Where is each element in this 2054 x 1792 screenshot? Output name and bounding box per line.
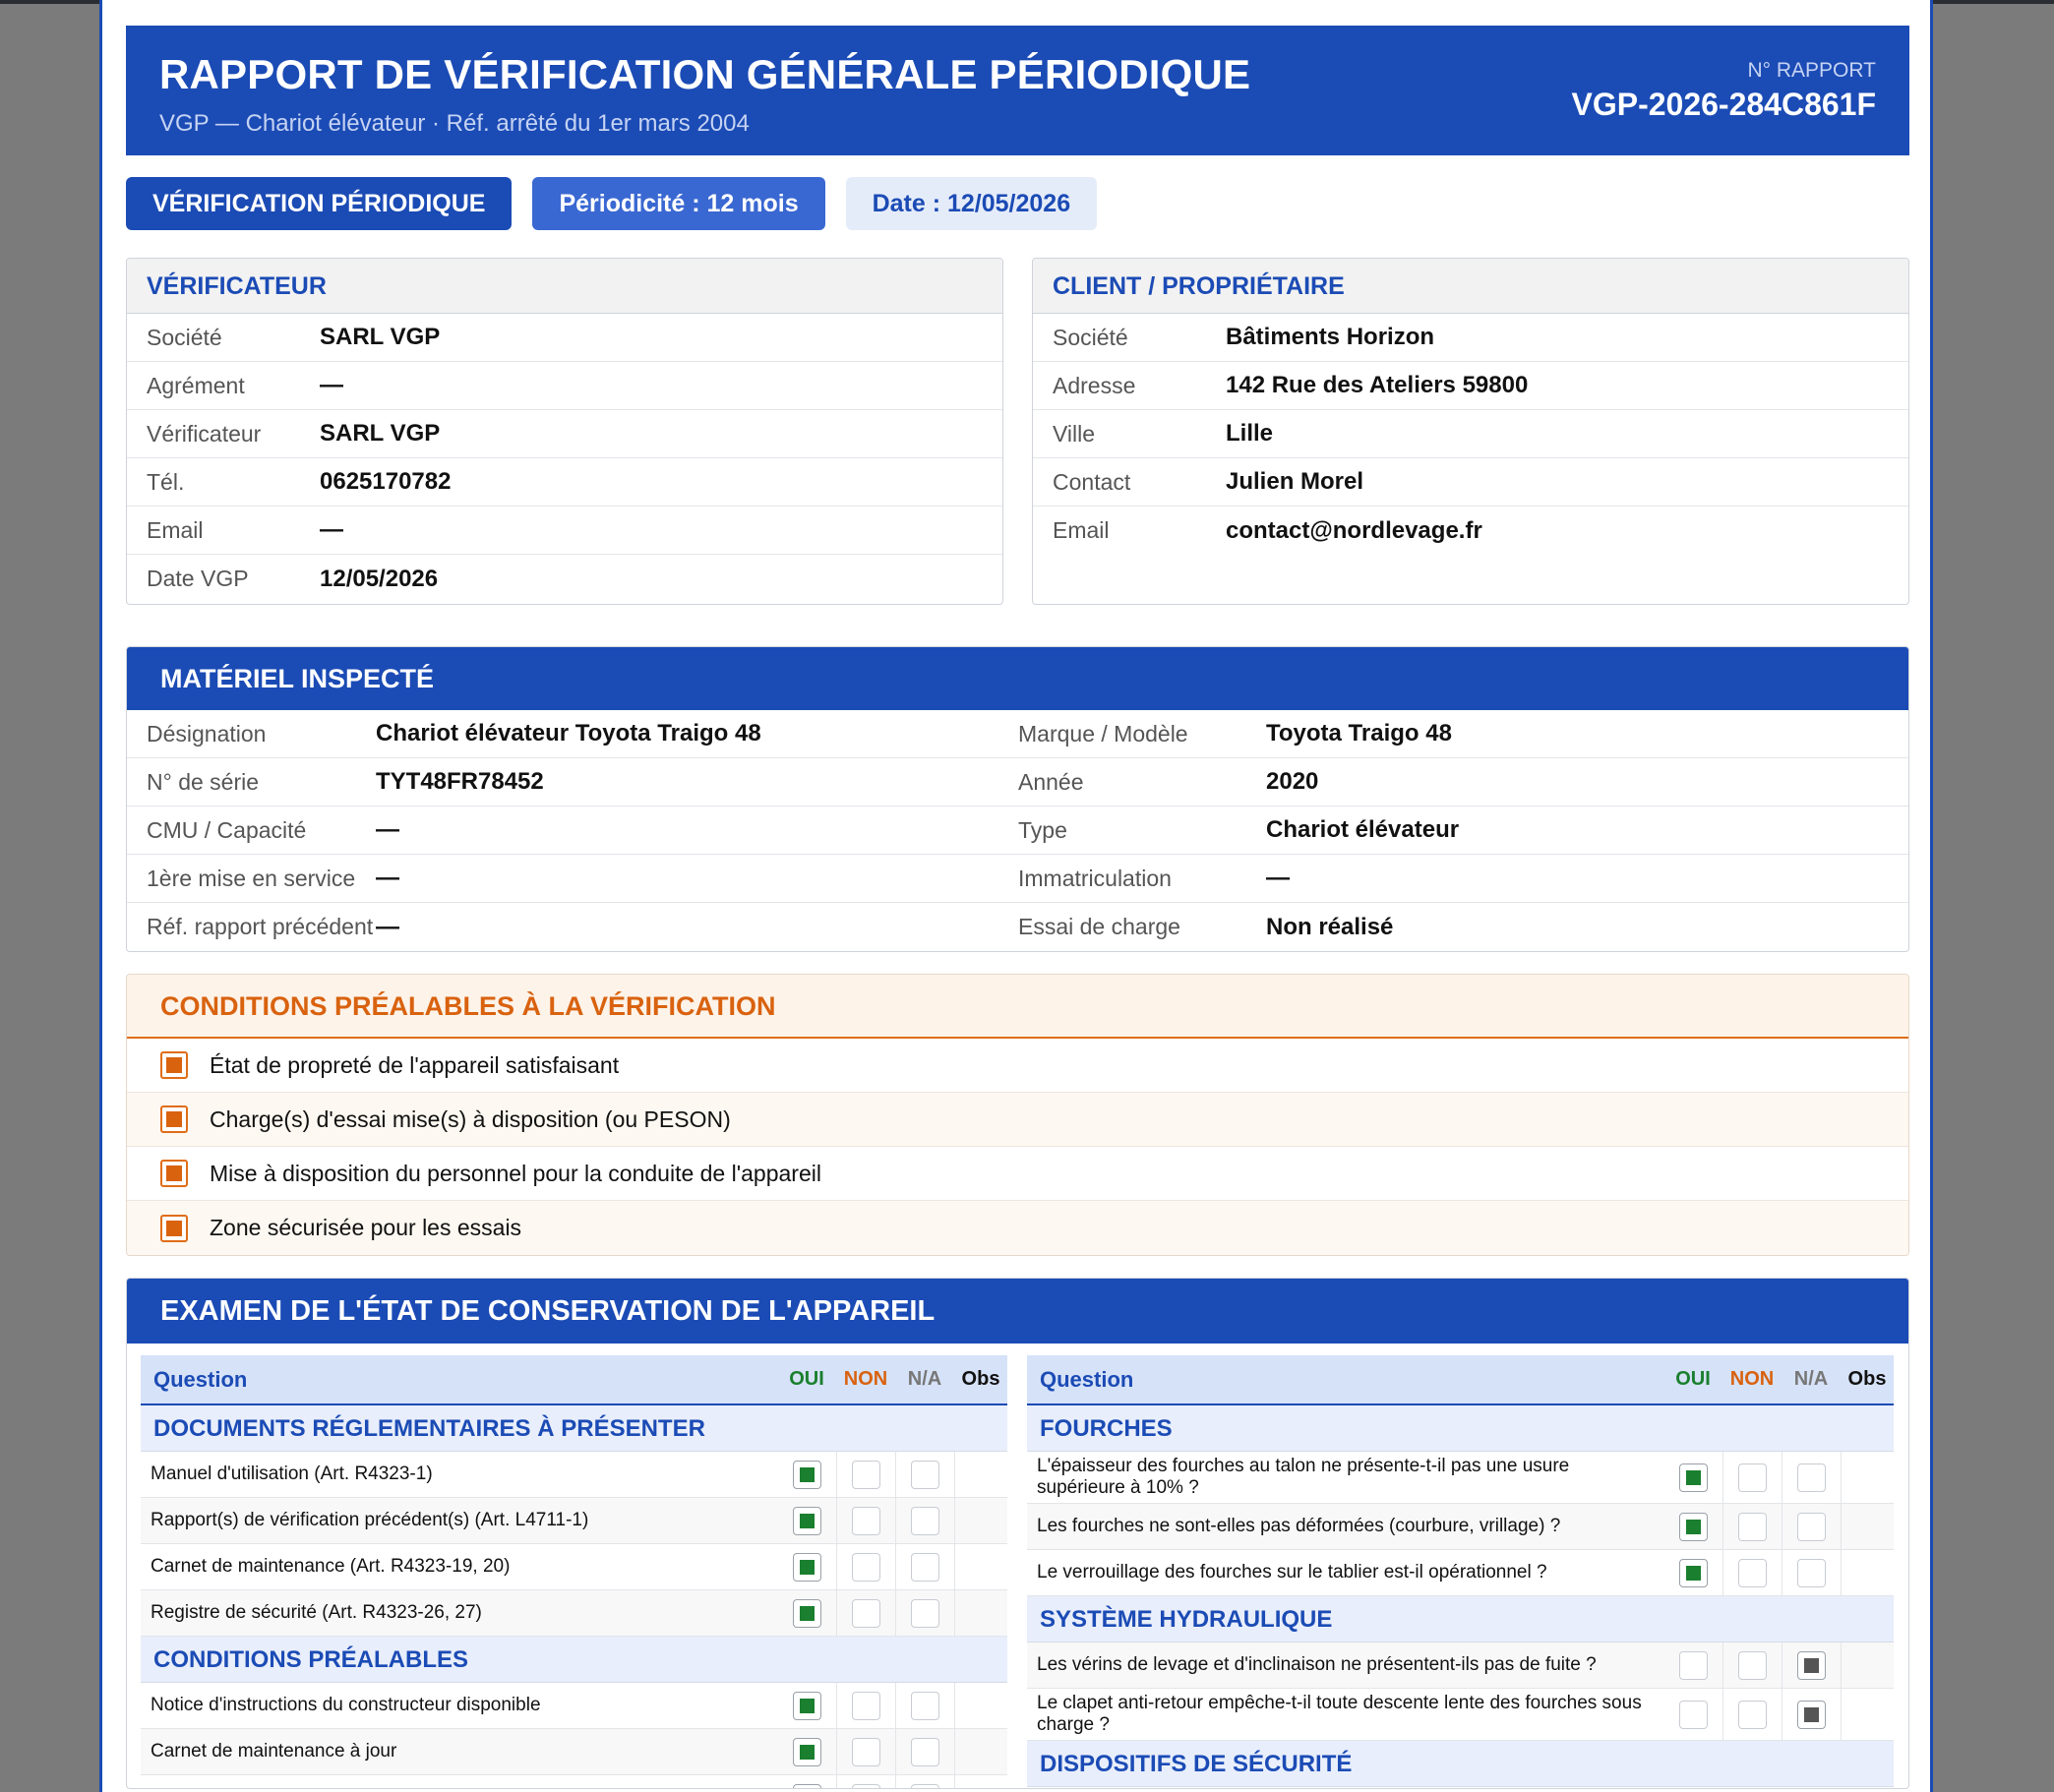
info-value: SARL VGP: [320, 420, 441, 447]
info-row: [1033, 410, 1908, 458]
non-checkbox[interactable]: [852, 1507, 880, 1535]
info-row: [127, 555, 1002, 603]
na-cell: [1782, 1550, 1841, 1595]
oui-checkbox[interactable]: [793, 1599, 821, 1628]
na-cell: [1782, 1643, 1841, 1688]
materiel-label: 1ère mise en service: [147, 865, 356, 891]
question-row: [1027, 1452, 1894, 1504]
checked-mark-icon: [166, 1057, 182, 1073]
non-checkbox[interactable]: [852, 1692, 880, 1720]
na-cell: [895, 1498, 954, 1543]
non-cell: [836, 1498, 895, 1543]
question-row: [141, 1590, 1007, 1637]
non-cell: [836, 1775, 895, 1789]
obs-cell: [954, 1729, 1007, 1774]
non-cell: [836, 1452, 895, 1497]
table-header: [141, 1355, 1007, 1405]
non-cell: [1722, 1452, 1782, 1503]
non-cell: [1722, 1643, 1782, 1688]
question-row: [1027, 1504, 1894, 1550]
oui-cell: [777, 1775, 836, 1789]
question-text: Le verrouillage des fourches sur le tablier est-il opérationnel ?: [1037, 1562, 1547, 1583]
question-text: Les vérins de levage et d'inclinaison ne présentent-ils pas de fuite ?: [1037, 1654, 1597, 1675]
info-value: SARL VGP: [320, 324, 441, 350]
question-row: [141, 1498, 1007, 1544]
examen-left-table: [141, 1355, 1007, 1789]
oui-checkbox[interactable]: [793, 1692, 821, 1720]
verificateur-box: [126, 258, 1003, 605]
checked-mark-icon: [1804, 1658, 1819, 1673]
condition-label: Mise à disposition du personnel pour la conduite de l'appareil: [210, 1160, 821, 1186]
info-value: Lille: [1226, 420, 1274, 447]
materiel-label: Immatriculation: [1018, 865, 1172, 891]
checked-mark-icon: [800, 1699, 815, 1713]
report-title: RAPPORT DE VÉRIFICATION GÉNÉRALE PÉRIODIQUE: [159, 51, 1251, 97]
date-badge: Date : 12/05/2026: [846, 177, 1098, 230]
condition-item[interactable]: [127, 1201, 1908, 1255]
non-checkbox[interactable]: [852, 1599, 880, 1628]
header-obs: Obs: [1847, 1368, 1887, 1390]
oui-checkbox[interactable]: [793, 1738, 821, 1766]
oui-checkbox[interactable]: [1679, 1701, 1708, 1729]
category-heading: FOURCHES: [1027, 1405, 1894, 1452]
obs-cell: [1841, 1643, 1894, 1688]
info-label: Email: [147, 516, 204, 543]
info-row: [127, 362, 1002, 410]
question-row: [1027, 1643, 1894, 1689]
materiel-label: Marque / Modèle: [1018, 720, 1188, 747]
info-label: Société: [147, 324, 222, 350]
info-row: [1033, 314, 1908, 362]
oui-checkbox[interactable]: [793, 1784, 821, 1790]
obs-cell: [954, 1544, 1007, 1589]
materiel-row: [127, 710, 1908, 758]
non-cell: [836, 1544, 895, 1589]
non-cell: [1722, 1504, 1782, 1549]
oui-cell: [777, 1544, 836, 1589]
condition-item[interactable]: [127, 1093, 1908, 1147]
materiel-row: [127, 806, 1908, 855]
na-cell: [1782, 1689, 1841, 1740]
info-row: [127, 507, 1002, 555]
report-subtitle: VGP — Chariot élévateur · Réf. arrêté du 1er mars 2004: [159, 110, 750, 137]
materiel-value: —: [376, 816, 399, 843]
question-text: Le clapet anti-retour empêche-t-il toute descente lente des fourches sous charge ?: [1037, 1693, 1642, 1735]
question-row: [1027, 1550, 1894, 1596]
materiel-label: Année: [1018, 768, 1084, 795]
non-cell: [1722, 1550, 1782, 1595]
oui-checkbox[interactable]: [793, 1553, 821, 1582]
info-row: [1033, 362, 1908, 410]
header-obs: Obs: [961, 1368, 1000, 1390]
question-row: [141, 1452, 1007, 1498]
question-text: Rapport(s) de vérification précédent(s) (Art. L4711-1): [151, 1510, 589, 1530]
materiel-label: CMU / Capacité: [147, 816, 307, 843]
report-page: [99, 0, 1933, 1792]
verificateur-title: VÉRIFICATEUR: [127, 259, 1002, 314]
materiel-label: Essai de charge: [1018, 914, 1180, 939]
report-number-block: [1571, 59, 1876, 123]
checked-mark-icon: [800, 1467, 815, 1482]
materiel-label: Type: [1018, 816, 1067, 843]
non-cell: [1722, 1689, 1782, 1740]
badge-row: [126, 177, 1909, 230]
header-na: N/A: [907, 1368, 942, 1390]
periodicity-badge: Périodicité : 12 mois: [532, 177, 824, 230]
obs-cell: [954, 1590, 1007, 1636]
info-row: [127, 410, 1002, 458]
na-cell: [895, 1729, 954, 1774]
checked-mark-icon: [166, 1221, 182, 1236]
info-label: Vérificateur: [147, 420, 262, 447]
non-checkbox[interactable]: [1738, 1513, 1767, 1541]
header-question: Question: [153, 1366, 248, 1392]
question-row: [141, 1544, 1007, 1590]
materiel-value: Toyota Traigo 48: [1266, 720, 1452, 747]
checked-mark-icon: [1686, 1566, 1701, 1581]
question-row-partial: [141, 1775, 1007, 1789]
non-cell: [836, 1590, 895, 1636]
materiel-row: [127, 855, 1908, 903]
report-number-label: N° RAPPORT: [1747, 59, 1876, 82]
question-text: Manuel d'utilisation (Art. R4323-1): [151, 1463, 433, 1484]
report-header: [126, 26, 1909, 155]
na-checkbox[interactable]: [911, 1461, 939, 1489]
info-value: 142 Rue des Ateliers 59800: [1226, 372, 1529, 398]
checked-mark-icon: [166, 1111, 182, 1127]
obs-cell: [954, 1775, 1007, 1789]
non-checkbox[interactable]: [852, 1461, 880, 1489]
condition-label: Zone sécurisée pour les essais: [210, 1215, 522, 1240]
question-row: [141, 1683, 1007, 1729]
checked-mark-icon: [800, 1606, 815, 1621]
table-header: [1027, 1355, 1894, 1405]
checked-mark-icon: [800, 1560, 815, 1575]
info-row: [127, 314, 1002, 362]
na-checkbox[interactable]: [1797, 1513, 1826, 1541]
obs-cell: [954, 1452, 1007, 1497]
info-label: Société: [1053, 324, 1128, 350]
verification-type-badge: VÉRIFICATION PÉRIODIQUE: [126, 177, 512, 230]
na-cell: [895, 1590, 954, 1636]
oui-cell: [777, 1498, 836, 1543]
client-title: CLIENT / PROPRIÉTAIRE: [1033, 259, 1908, 314]
materiel-value: —: [376, 913, 399, 940]
na-checkbox[interactable]: [1797, 1651, 1826, 1680]
condition-checkbox[interactable]: [160, 1215, 188, 1242]
examen-title: EXAMEN DE L'ÉTAT DE CONSERVATION DE L'APPAREIL: [127, 1279, 1908, 1344]
non-checkbox[interactable]: [1738, 1559, 1767, 1587]
checked-mark-icon: [800, 1514, 815, 1528]
condition-item[interactable]: [127, 1039, 1908, 1093]
condition-item[interactable]: [127, 1147, 1908, 1201]
na-checkbox[interactable]: [911, 1553, 939, 1582]
category-heading: DISPOSITIFS DE SÉCURITÉ: [1027, 1741, 1894, 1787]
info-boxes: [126, 258, 1909, 605]
oui-checkbox[interactable]: [1679, 1559, 1708, 1587]
obs-cell: [1841, 1550, 1894, 1595]
info-value: Julien Morel: [1226, 468, 1364, 495]
oui-checkbox[interactable]: [793, 1507, 821, 1535]
materiel-label: N° de série: [147, 768, 260, 795]
na-checkbox[interactable]: [911, 1599, 939, 1628]
condition-checkbox[interactable]: [160, 1051, 188, 1079]
obs-cell: [1841, 1689, 1894, 1740]
info-label: Agrément: [147, 372, 245, 398]
report-number: VGP-2026-284C861F: [1571, 87, 1876, 122]
materiel-value: Non réalisé: [1266, 913, 1394, 940]
header-na: N/A: [1793, 1368, 1829, 1390]
non-checkbox[interactable]: [852, 1738, 880, 1766]
info-label: Date VGP: [147, 566, 249, 591]
materiel-row: [127, 903, 1908, 951]
na-checkbox[interactable]: [1797, 1559, 1826, 1587]
question-text: Les fourches ne sont-elles pas déformées (courbure, vrillage) ?: [1037, 1516, 1561, 1536]
question-text: Registre de sécurité (Art. R4323-26, 27): [151, 1602, 482, 1623]
oui-cell: [1663, 1452, 1722, 1503]
oui-cell: [777, 1683, 836, 1728]
question-row: [141, 1729, 1007, 1775]
materiel-section: [126, 646, 1909, 952]
info-value: —: [320, 516, 343, 543]
checked-mark-icon: [1686, 1470, 1701, 1485]
oui-cell: [1663, 1689, 1722, 1740]
examen-section: [126, 1278, 1909, 1789]
info-row: [127, 458, 1002, 507]
conditions-section: [126, 974, 1909, 1256]
question-text: Notice d'instructions du constructeur disponible: [151, 1695, 541, 1715]
non-checkbox[interactable]: [852, 1784, 880, 1790]
checked-mark-icon: [800, 1745, 815, 1760]
na-checkbox[interactable]: [911, 1692, 939, 1720]
materiel-label: Réf. rapport précédent: [147, 914, 374, 939]
materiel-value: Chariot élévateur Toyota Traigo 48: [376, 720, 761, 747]
na-checkbox[interactable]: [911, 1507, 939, 1535]
na-checkbox[interactable]: [1797, 1701, 1826, 1729]
na-cell: [895, 1452, 954, 1497]
oui-cell: [777, 1729, 836, 1774]
checked-mark-icon: [166, 1165, 182, 1181]
materiel-value: —: [1266, 865, 1290, 891]
condition-label: État de propreté de l'appareil satisfaisant: [210, 1051, 620, 1078]
info-row: [1033, 458, 1908, 507]
obs-cell: [954, 1498, 1007, 1543]
header-non: NON: [843, 1368, 888, 1390]
category-heading: CONDITIONS PRÉALABLES: [141, 1637, 1007, 1683]
non-checkbox[interactable]: [1738, 1651, 1767, 1680]
question-text: L'épaisseur des fourches au talon ne présente-t-il pas une usure supérieure à 10% ?: [1037, 1456, 1570, 1498]
examen-columns: [127, 1344, 1908, 1789]
info-value: Bâtiments Horizon: [1226, 324, 1435, 350]
info-value: 12/05/2026: [320, 565, 439, 592]
oui-checkbox[interactable]: [1679, 1651, 1708, 1680]
condition-label: Charge(s) d'essai mise(s) à disposition (ou PESON): [210, 1105, 731, 1132]
oui-cell: [777, 1452, 836, 1497]
condition-checkbox[interactable]: [160, 1160, 188, 1187]
obs-cell: [954, 1683, 1007, 1728]
na-checkbox[interactable]: [911, 1784, 939, 1790]
header-question: Question: [1040, 1366, 1134, 1392]
non-checkbox[interactable]: [1738, 1701, 1767, 1729]
info-value: contact@nordlevage.fr: [1226, 516, 1482, 544]
na-checkbox[interactable]: [911, 1738, 939, 1766]
header-oui: OUI: [789, 1368, 824, 1390]
non-checkbox[interactable]: [852, 1553, 880, 1582]
materiel-value: 2020: [1266, 768, 1319, 795]
materiel-value: Chariot élévateur: [1266, 816, 1460, 843]
oui-cell: [1663, 1504, 1722, 1549]
category-heading: SYSTÈME HYDRAULIQUE: [1027, 1596, 1894, 1643]
materiel-value: —: [376, 865, 399, 891]
obs-cell: [1841, 1504, 1894, 1549]
na-cell: [1782, 1504, 1841, 1549]
oui-cell: [1663, 1550, 1722, 1595]
materiel-row: [127, 758, 1908, 806]
info-label: Ville: [1053, 420, 1096, 447]
question-row: [1027, 1689, 1894, 1741]
obs-cell: [1841, 1452, 1894, 1503]
oui-checkbox[interactable]: [793, 1461, 821, 1489]
na-checkbox[interactable]: [1797, 1463, 1826, 1492]
materiel-title: MATÉRIEL INSPECTÉ: [127, 647, 1908, 710]
info-label: Tél.: [147, 468, 185, 495]
checked-mark-icon: [1804, 1707, 1819, 1722]
header-oui: OUI: [1675, 1368, 1711, 1390]
question-text: Carnet de maintenance à jour: [151, 1741, 397, 1762]
category-heading: DOCUMENTS RÉGLEMENTAIRES À PRÉSENTER: [141, 1405, 1007, 1452]
client-box: [1032, 258, 1909, 605]
info-value: 0625170782: [320, 468, 452, 495]
oui-cell: [1663, 1643, 1722, 1688]
non-cell: [836, 1683, 895, 1728]
non-checkbox[interactable]: [1738, 1463, 1767, 1492]
na-cell: [895, 1544, 954, 1589]
info-label: Contact: [1053, 468, 1131, 495]
question-text: Carnet de maintenance (Art. R4323-19, 20): [151, 1556, 511, 1577]
materiel-label: Désignation: [147, 720, 267, 747]
oui-checkbox[interactable]: [1679, 1463, 1708, 1492]
materiel-value: TYT48FR78452: [376, 768, 544, 795]
info-label: Email: [1053, 517, 1110, 543]
non-cell: [836, 1729, 895, 1774]
examen-right-table: [1027, 1355, 1894, 1789]
conditions-title: CONDITIONS PRÉALABLES À LA VÉRIFICATION: [127, 975, 1908, 1039]
na-cell: [895, 1683, 954, 1728]
info-value: —: [320, 372, 343, 398]
checked-mark-icon: [1686, 1520, 1701, 1534]
info-row: [1033, 507, 1908, 555]
oui-checkbox[interactable]: [1679, 1513, 1708, 1541]
condition-checkbox[interactable]: [160, 1105, 188, 1133]
info-label: Adresse: [1053, 372, 1136, 398]
header-non: NON: [1729, 1368, 1775, 1390]
na-cell: [895, 1775, 954, 1789]
na-cell: [1782, 1452, 1841, 1503]
oui-cell: [777, 1590, 836, 1636]
